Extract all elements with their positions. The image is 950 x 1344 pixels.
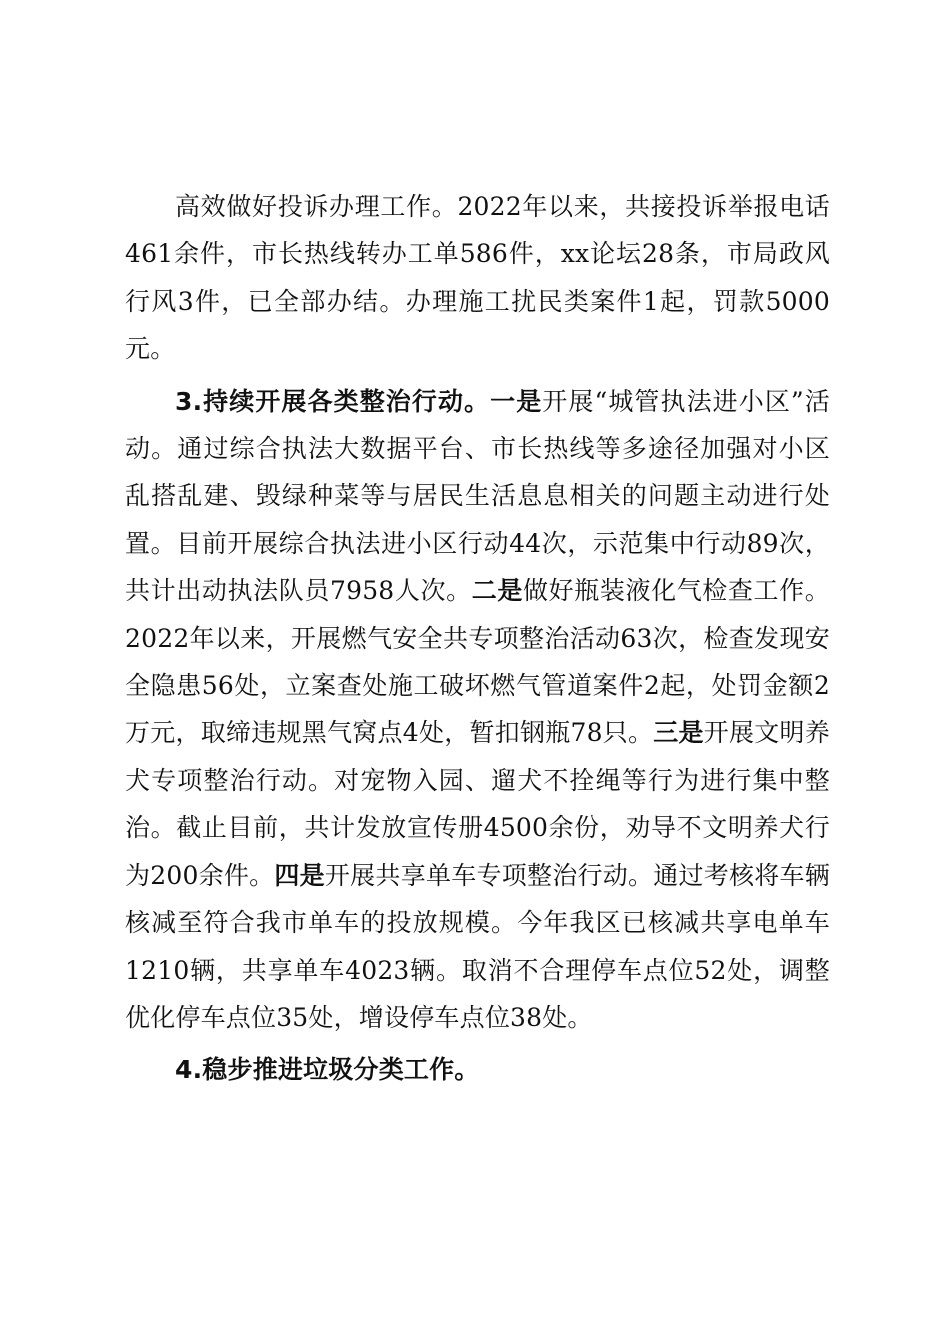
section-3-text-1: 开展“城管执法进小区”活动。通过综合执法大数据平台、市长热线等多途径加强对小区乱搭乱建、毁绿种菜等与居民生活息息相关的问题主动进行处置。目前开展综合执法进小区行动44次，示范集中行动89次，共计出动执法队员7958人次。 — [125, 386, 830, 606]
lead-marker-4: 四是 — [274, 860, 325, 890]
rectification-actions-paragraph — [125, 378, 830, 1042]
section-3-heading: 3.持续开展各类整治行动。 — [175, 386, 491, 416]
complaint-handling-paragraph: 高效做好投诉办理工作。2022年以来，共接投诉举报电话461余件，市长热线转办工单586件，xx论坛28条，市局政风行风3件，已全部办结。办理施工扰民类案件1起，罚款5000元。 — [125, 192, 830, 364]
document-body — [125, 183, 830, 1094]
garbage-sorting-paragraph — [125, 1046, 830, 1093]
lead-marker-3: 三是 — [653, 718, 704, 748]
lead-marker-2: 二是 — [471, 576, 523, 606]
lead-marker-1: 一是 — [490, 386, 543, 416]
section-3-text-3: 开展文明养犬专项整治行动。对宠物入园、遛犬不拴绳等行为进行集中整治。截止目前，共计发放宣传册4500余份，劝导不文明养犬行为200余件。 — [125, 718, 830, 890]
section-3-text-4: 开展共享单车专项整治行动。通过考核将车辆核减至符合我市单车的投放规模。今年我区已核减共享电单车1210辆，共享单车4023辆。取消不合理停车点位52处，调整优化停车点位35处，增设停车点位38处。 — [125, 860, 830, 1032]
section-3-text-2: 做好瓶装液化气检查工作。2022年以来，开展燃气安全共专项整治活动63次，检查发现安全隐患56处，立案查处施工破坏燃气管道案件2起，处罚金额2万元，取缔违规黑气窝点4处，暂扣钢瓶78只。 — [125, 576, 831, 748]
section-4-heading: 4.稳步推进垃圾分类工作。 — [175, 1055, 480, 1085]
